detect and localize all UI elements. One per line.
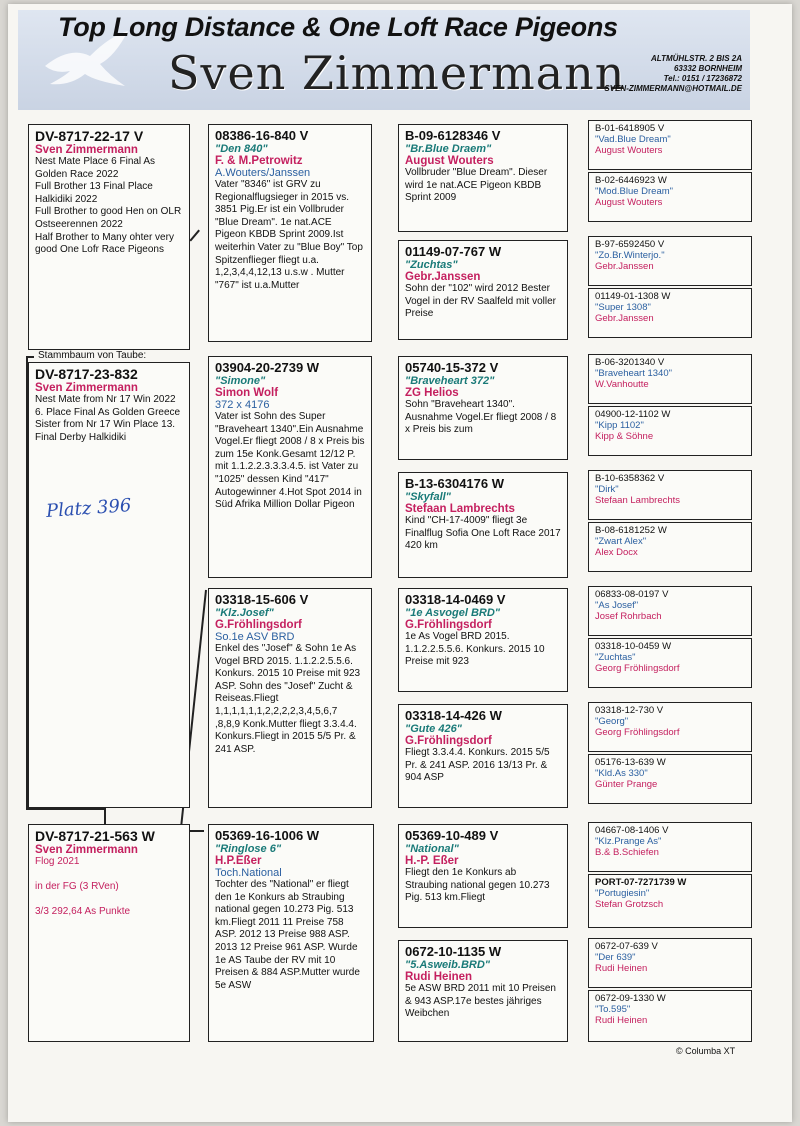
ring-number: 03318-14-426 W	[405, 708, 502, 723]
owner-name: August Wouters	[405, 155, 494, 167]
owner-name: Sven Zimmermann	[35, 382, 138, 394]
ring-number: 08386-16-840 V	[215, 128, 309, 143]
pedigree-box-gen4	[588, 638, 752, 688]
pigeon-name: "Klz.Prange As"	[595, 836, 662, 847]
pedigree-box-gen4	[588, 354, 752, 404]
pedigree-box-gen4	[588, 754, 752, 804]
owner-name: Georg Fröhlingsdorf	[595, 663, 680, 674]
ring-number: DV-8717-21-563 W	[35, 828, 155, 844]
ring-number: 04900-12-1102 W	[595, 409, 671, 420]
owner-name: Stefaan Lambrechts	[405, 503, 515, 515]
pedigree-box-father-line	[28, 124, 190, 350]
ring-number: B-06-3201340 V	[595, 357, 665, 368]
pedigree-box-gen4	[588, 702, 752, 752]
ring-number: 05740-15-372 V	[405, 360, 499, 375]
address-line: Tel.: 0151 / 17236872	[663, 74, 742, 83]
ring-number: B-13-6304176 W	[405, 476, 504, 491]
pedigree-box-gen4	[588, 120, 752, 170]
ring-number: 01149-01-1308 W	[595, 291, 671, 302]
owner-name: Georg Fröhlingsdorf	[595, 727, 680, 738]
breed-line: 372 x 4176	[215, 399, 270, 411]
pigeon-name: "Der 639"	[595, 952, 636, 963]
pigeon-name: "Den 840"	[215, 143, 268, 155]
owner-name: Sven Zimmermann	[35, 844, 138, 856]
owner-name: Stefan Grotzsch	[595, 899, 664, 910]
breed-line: So.1e ASV BRD	[215, 631, 295, 643]
address-line: 63332 BORNHEIM	[673, 64, 742, 73]
owner-name: B.& B.Schiefen	[595, 847, 659, 858]
owner-name: F. & M.Petrowitz	[215, 155, 303, 167]
ring-number: B-97-6592450 V	[595, 239, 665, 250]
pigeon-name: "As Josef"	[595, 600, 639, 611]
pedigree-box-gen4	[588, 236, 752, 286]
pigeon-name: "Gute 426"	[405, 723, 462, 735]
ring-number: DV-8717-22-17 V	[35, 128, 144, 144]
pigeon-description: Tochter des "National" er fliegt den 1e Konkurs ab Straubing national gegen 10.273 Pig. 513 km.Fliegt 2011 11 Preise 758 ASP. 2012 13 Preise 988 ASP. 2013 12 Preise 961 ASP. Wurde 1e AS Taube der RV mit 10 Preisen & 884 ASP.Mutter wurde 5e ASW	[215, 879, 360, 991]
pigeon-name: "Kipp 1102"	[595, 420, 644, 431]
address-line: SVEN-ZIMMERMANN@HOTMAIL.DE	[604, 84, 742, 93]
pedigree-box-gen4	[588, 990, 752, 1042]
pigeon-name: "Georg"	[595, 716, 629, 727]
pedigree-box-gen2	[208, 124, 372, 342]
pigeon-name: "Br.Blue Draem"	[405, 143, 492, 155]
pedigree-box-gen4	[588, 938, 752, 988]
pedigree-box-gen3	[398, 940, 568, 1042]
ring-number: 03318-14-0469 V	[405, 592, 506, 607]
owner-name: Alex Docx	[595, 547, 638, 558]
ring-number: 03318-15-606 V	[215, 592, 309, 607]
pigeon-description: 5e ASW BRD 2011 mit 10 Preisen & 943 ASP.17e bestes jähriges Weibchen	[405, 983, 556, 1020]
owner-name: Josef Rohrbach	[595, 611, 662, 622]
owner-name: G.Fröhlingsdorf	[215, 619, 302, 631]
ring-number: 05369-10-489 V	[405, 828, 499, 843]
ring-number: B-10-6358362 V	[595, 473, 665, 484]
owner-name: W.Vanhoutte	[595, 379, 649, 390]
ring-number: 0672-07-639 V	[595, 941, 658, 952]
pigeon-description: Sohn der "102" wird 2012 Bester Vogel in der RV Saalfeld mit voller Preise	[405, 283, 557, 320]
pedigree-box-gen4	[588, 288, 752, 338]
pigeon-name: "1e Asvogel BRD"	[405, 607, 500, 619]
owner-name: Rudi Heinen	[595, 1015, 648, 1026]
pedigree-box-gen3	[398, 472, 568, 578]
ring-number: 05369-16-1006 W	[215, 828, 320, 843]
pedigree-box-gen2	[208, 356, 372, 578]
pigeon-name: "Mod.Blue Dream"	[595, 186, 674, 197]
pedigree-box-gen3	[398, 240, 568, 340]
pigeon-description: Kind "CH-17-4009" fliegt 3e Finalflug Sofia One Loft Race 2017 420 km	[405, 515, 561, 552]
owner-name: Kipp & Söhne	[595, 431, 654, 442]
pigeon-description: Enkel des "Josef" & Sohn 1e As Vogel BRD 2015. 1.1.2.2.5.5.6. Konkurs. 2015 10 Preise mit 923 ASP. Sohn des "Josef" Zucht & Reiseas.Fliegt 1,1,1,1,1,1,2,2,2,2,3,4,5,6,7 ,8,8,9 Konk.Mutter fliegt 3.3.4.4. Konkurs.Fliegt in 2015 5/5 Pr. & 241 ASP.	[215, 643, 361, 755]
owner-name: Gebr.Janssen	[405, 271, 481, 283]
pigeon-name: "Skyfall"	[405, 491, 451, 503]
owner-name: Rudi Heinen	[405, 971, 473, 983]
pedigree-box-gen4	[588, 522, 752, 572]
owner-name: G.Fröhlingsdorf	[405, 619, 492, 631]
pigeon-description: Vater ist Sohn des Super "Braveheart 1340".Ein Ausnahme Vogel.Er fliegt 2008 / 8 x Preis bis zum 15e Konk.Gesamt 12/12 P. mit 1.1.2.2.3.3.3.4.5. ist Vater zu "1025" dessen Kind "417" Autogewinner 4.Hot Spot 2014 in Süd Afrika Million Dollar Pigeon	[215, 411, 365, 511]
ring-number: 03318-10-0459 W	[595, 641, 672, 652]
pedigree-box-gen4	[588, 874, 752, 928]
pigeon-name: "Simone"	[215, 375, 266, 387]
pigeon-name: "Vad.Blue Dream"	[595, 134, 671, 145]
owner-name: H.-P. Eßer	[405, 855, 459, 867]
pigeon-name: "Zo.Br.Winterjo."	[595, 250, 665, 261]
pigeon-description: Fliegt 3.3.4.4. Konkurs. 2015 5/5 Pr. & 241 ASP. 2016 13/13 Pr. & 904 ASP	[405, 747, 550, 784]
owner-name: G.Fröhlingsdorf	[405, 735, 492, 747]
pigeon-name: "National"	[405, 843, 459, 855]
pigeon-name: "Zuchtas"	[595, 652, 636, 663]
ring-number: B-01-6418905 V	[595, 123, 665, 134]
pedigree-box-gen4	[588, 822, 752, 872]
breeder-name: Sven Zimmermann	[168, 46, 626, 100]
pigeon-description: Vollbruder "Blue Dream". Dieser wird 1e nat.ACE Pigeon KBDB Sprint 2009	[405, 167, 548, 204]
ring-number: 04667-08-1406 V	[595, 825, 669, 836]
ring-number: DV-8717-23-832	[35, 366, 138, 382]
owner-name: Stefaan Lambrechts	[595, 495, 681, 506]
pedigree-box-gen3	[398, 356, 568, 460]
breed-line: A.Wouters/Janssen	[215, 167, 311, 179]
owner-name: H.P.Eßer	[215, 855, 262, 867]
pigeon-name: "Zuchtas"	[405, 259, 458, 271]
pedigree-box-gen3	[398, 124, 568, 232]
ring-number: B-09-6128346 V	[405, 128, 501, 143]
owner-name: Gebr.Janssen	[595, 313, 654, 324]
pigeon-name: "Ringlose 6"	[215, 843, 282, 855]
pigeon-description: Sohn "Braveheart 1340". Ausnahme Vogel.Er fliegt 2008 / 8 x Preis bis zum	[405, 399, 557, 436]
pigeon-description: Vater "8346" ist GRV zu Regionalflugsieger in 2015 vs. 3851 Pig.Er ist ein Vollbruder "Blue Dream". 1e nat.ACE Pigeon KBDB Sprint 2009.Ist weiterhin Vater zu "Blue Boy" Top Spitzenflieger fliegt u.a. 1,2,3,4,4,12,13 u.s.w . Mutter "767" ist u.a.Mutter	[215, 179, 363, 291]
pigeon-description: Fliegt den 1e Konkurs ab Straubing national gegen 10.273 Pig. 513 km.Fliegt	[405, 867, 550, 904]
pigeon-name: "5.Asweib.BRD"	[405, 959, 491, 971]
pedigree-box-subject	[28, 362, 190, 808]
ring-number: 05176-13-639 W	[595, 757, 666, 768]
software-credit: © Columba XT	[676, 1046, 736, 1056]
ring-number: 03904-20-2739 W	[215, 360, 320, 375]
ring-number: 01149-07-767 W	[405, 244, 502, 259]
connector-line	[26, 808, 106, 810]
owner-name: August Wouters	[595, 145, 663, 156]
pigeon-description: Nest Mate Place 6 Final As Golden Race 2022 Full Brother 13 Final Place Halkidiki 2022 Full Brother to good Hen on OLR Ostseerennen 2022 Half Brother to Many ohter very good One Lofr Race Pigeons	[35, 156, 182, 256]
owner-name: Günter Prange	[595, 779, 658, 790]
owner-name: Gebr.Janssen	[595, 261, 654, 272]
pigeon-name: "Zwart Alex"	[595, 536, 647, 547]
pedigree-box-gen3	[398, 704, 568, 808]
pigeon-name: "Super 1308"	[595, 302, 651, 313]
pedigree-box-gen2	[208, 588, 372, 808]
ring-number: 0672-10-1135 W	[405, 944, 502, 959]
pigeon-name: "Braveheart 372"	[405, 375, 495, 387]
breed-line: Toch.National	[215, 867, 282, 879]
pigeon-description: Nest Mate from Nr 17 Win 2022 6. Place Final As Golden Greece Sister from Nr 17 Win Place 13. Final Derby Halkidiki	[35, 394, 181, 443]
pigeon-name: "Kld.As 330"	[595, 768, 648, 779]
pedigree-box-gen4	[588, 470, 752, 520]
owner-name: August Wouters	[595, 197, 663, 208]
pigeon-name: "To.595"	[595, 1004, 631, 1015]
owner-name: Simon Wolf	[215, 387, 279, 399]
ring-number: B-08-6181252 W	[595, 525, 667, 536]
header-title: Top Long Distance & One Loft Race Pigeons	[58, 12, 618, 42]
pigeon-name: "Dirk"	[595, 484, 619, 495]
pedigree-box-gen4	[588, 172, 752, 222]
owner-name: Rudi Heinen	[595, 963, 648, 974]
pedigree-box-gen4	[588, 406, 752, 456]
owner-name: ZG Helios	[405, 387, 459, 399]
pigeon-name: "Portugiesin"	[595, 888, 650, 899]
handwritten-note: Platz 396	[45, 495, 133, 522]
address-line: ALTMÜHLSTR. 2 BIS 2A	[651, 54, 742, 63]
pigeon-name: "Klz.Josef"	[215, 607, 274, 619]
pedigree-box-gen4	[588, 586, 752, 636]
ring-number: 0672-09-1330 W	[595, 993, 666, 1004]
breeder-address	[604, 54, 742, 94]
pigeon-name: "Braveheart 1340"	[595, 368, 672, 379]
stammbaum-label: Stammbaum von Taube:	[38, 350, 147, 361]
pedigree-box-gen3	[398, 824, 568, 928]
pigeon-description: Flog 2021 in der FG (3 RVen) 3/3 292,64 As Punkte	[35, 856, 131, 918]
header-banner	[18, 10, 750, 110]
pedigree-box-mother-line	[28, 824, 190, 1042]
ring-number: 03318-12-730 V	[595, 705, 664, 716]
connector-line	[190, 830, 204, 832]
pigeon-description: 1e As Vogel BRD 2015. 1.1.2.2.5.5.6. Konkurs. 2015 10 Preise mit 923	[405, 631, 545, 668]
pedigree-box-gen2	[208, 824, 374, 1042]
pedigree-box-gen3	[398, 588, 568, 692]
owner-name: Sven Zimmermann	[35, 144, 138, 156]
ring-number: 06833-08-0197 V	[595, 589, 669, 600]
ring-number: PORT-07-7271739 W	[595, 877, 687, 888]
ring-number: B-02-6446923 W	[595, 175, 667, 186]
